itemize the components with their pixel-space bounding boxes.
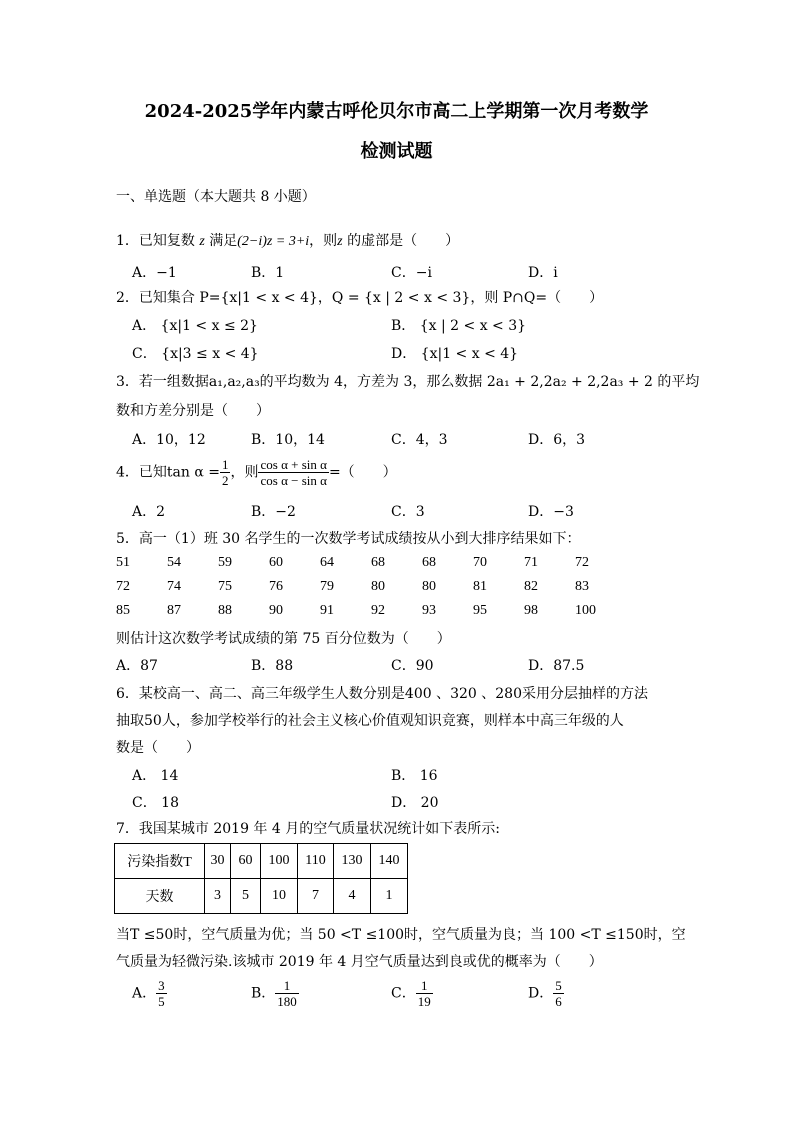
score-cell: 98 [524,603,538,618]
score-cell: 68 [422,555,436,570]
q7-option-c-fraction [416,978,433,1009]
q4-text-prefix: 4．已知tan α = [116,464,220,481]
score-cell: 92 [371,603,385,618]
score-cell: 93 [422,603,436,618]
q4-option-a: A．2 [132,504,166,520]
q7-option-b [251,978,299,1009]
table-cell: 130 [334,844,371,879]
score-cell: 87 [167,603,181,618]
table-cell: 3 [205,879,231,914]
question-6-line2: 抽取50人，参加学校举行的社会主义核心价值观知识竞赛，则样本中高三年级的人 [116,713,624,729]
q3-option-c: C．4，3 [391,432,448,448]
score-cell: 76 [269,579,283,594]
score-cell: 83 [575,579,589,594]
table-header-label: 污染指数T [115,844,205,879]
question-3-line1: 3．若一组数据a₁,a₂,a₃的平均数为 4，方差为 3，那么数据 2a₁ + 2,2a₂ + 2,2a₃ + 2 的平均 [116,374,700,390]
score-cell: 72 [116,579,130,594]
q5-scores-row-2 [116,579,626,595]
q1-option-a: A．−1 [132,265,177,281]
question-7-line2: 当T ≤50时，空气质量为优；当 50 <T ≤100时，空气质量为良；当 100 <T ≤150时，空 [116,927,686,943]
q4-fraction-1 [220,457,231,488]
table-cell: 110 [298,844,334,879]
q4-option-c: C．3 [391,504,425,520]
table-cell: 10 [261,879,298,914]
table-cell: 100 [261,844,298,879]
q6-option-d: D． 20 [391,795,439,811]
score-cell: 95 [473,603,487,618]
table-cell: 5 [231,879,261,914]
q5-option-d: D．87.5 [528,658,585,674]
score-cell: 72 [575,555,589,570]
score-cell: 79 [320,579,334,594]
q5-option-c: C．90 [391,658,434,674]
q7-option-b-fraction [275,978,299,1009]
q4-text-mid: ，则 [230,464,259,481]
score-cell: 100 [575,603,596,618]
fraction-numerator: 1 [416,978,433,994]
question-6-line3: 数是（ ） [116,740,200,756]
question-1 [116,230,459,250]
question-2: 2．已知集合 P={x|1 < x < 4}，Q = {x | 2 < x < 3}，则 P∩Q=（ ） [116,290,604,306]
fraction-numerator: 3 [158,978,165,993]
q7-option-d-label: D． [528,985,554,1002]
q4-frac1-denominator: 2 [221,473,229,488]
table-cell: 7 [298,879,334,914]
q5-scores-row-1 [116,555,626,571]
fraction-denominator: 5 [158,994,165,1009]
score-cell: 68 [371,555,385,570]
table-cell: 140 [371,844,408,879]
q1-text-prefix: 1．已知复数 [116,233,200,249]
q7-option-b-label: B． [251,985,276,1002]
score-cell: 70 [473,555,487,570]
question-3-line2: 数和方差分别是（ ） [116,403,270,419]
score-cell: 88 [218,603,232,618]
fraction-denominator: 19 [417,994,431,1009]
q7-option-a-label: A． [132,985,157,1002]
q1-option-d: D．i [528,265,558,281]
table-cell: 1 [371,879,408,914]
section-heading: 一、单选题（本大题共 8 小题） [116,189,316,205]
table-row-label: 天数 [115,879,205,914]
table-row [115,844,408,879]
q4-fraction-2 [258,457,328,488]
q5-option-b: B．88 [251,658,294,674]
score-cell: 80 [422,579,436,594]
q2-option-c: C． {x|3 ≤ x < 4} [132,346,259,362]
q1-var-z2: z [337,234,343,249]
document-title-line2: 检测试题 [360,141,433,162]
score-cell: 54 [167,555,181,570]
q6-option-b: B． 16 [391,768,438,784]
score-cell: 51 [116,555,130,570]
q7-option-a [132,978,167,1009]
document-title-line1: 2024-2025学年内蒙古呼伦贝尔市高二上学期第一次月考数学 [144,101,649,122]
q2-option-b: B． {x | 2 < x < 3} [391,318,527,334]
q7-option-a-fraction [156,978,167,1009]
air-quality-table [114,843,408,914]
q1-text-end: 的虚部是（ ） [342,233,460,249]
q1-text-mid: 满足 [204,233,238,249]
q7-option-c-label: C． [391,985,416,1002]
score-cell: 91 [320,603,334,618]
q4-option-d: D．−3 [528,504,574,520]
q7-option-d [528,978,564,1009]
score-cell: 71 [524,555,538,570]
q1-text-suffix: ，则 [309,233,338,249]
q1-expression: (2−i)z = 3+i [237,234,310,249]
q4-frac2-denominator: cos α − sin α [260,473,327,488]
question-7-line3: 气质量为轻微污染.该城市 2019 年 4 月空气质量达到良或优的概率为（ ） [116,954,603,970]
q3-option-b: B．10，14 [251,432,325,448]
table-cell: 30 [205,844,231,879]
q2-option-d: D． {x|1 < x < 4} [391,346,519,362]
question-6-line1: 6．某校高一、高二、高三年级学生人数分别是400 、320 、280采用分层抽样的方法 [116,686,648,702]
q5-option-a: A．87 [116,658,158,674]
q4-text-suffix: =（ ） [328,464,397,481]
score-cell: 74 [167,579,181,594]
score-cell: 59 [218,555,232,570]
score-cell: 81 [473,579,487,594]
q4-frac1-numerator: 1 [221,457,229,472]
score-cell: 82 [524,579,538,594]
q2-option-a: A． {x|1 < x ≤ 2} [132,318,258,334]
q5-scores-row-3 [116,603,626,619]
q3-option-d: D．6，3 [528,432,586,448]
score-cell: 60 [269,555,283,570]
score-cell: 64 [320,555,334,570]
score-cell: 75 [218,579,232,594]
q1-option-b: B．1 [251,265,285,281]
fraction-numerator: 5 [555,978,562,993]
q1-var-z: z [199,234,205,249]
q4-frac2-numerator: cos α + sin α [260,457,327,472]
table-cell: 60 [231,844,261,879]
question-4 [116,457,397,488]
table-row [115,879,408,914]
fraction-numerator: 1 [275,978,299,994]
question-5-line2: 则估计这次数学考试成绩的第 75 百分位数为（ ） [116,631,451,647]
score-cell: 90 [269,603,283,618]
q1-option-c: C．−i [391,265,432,281]
q6-option-c: C． 18 [132,795,179,811]
fraction-denominator: 6 [555,994,562,1009]
question-5-line1: 5．高一（1）班 30 名学生的一次数学考试成绩按从小到大排序结果如下： [116,531,581,547]
q3-option-a: A．10，12 [132,432,206,448]
score-cell: 85 [116,603,130,618]
question-7-line1: 7．我国某城市 2019 年 4 月的空气质量状况统计如下表所示: [116,821,500,837]
score-cell: 80 [371,579,385,594]
q7-option-d-fraction [553,978,564,1009]
q7-option-c [391,978,433,1009]
table-cell: 4 [334,879,371,914]
q4-option-b: B．−2 [251,504,296,520]
fraction-denominator: 180 [277,994,297,1009]
q6-option-a: A． 14 [132,768,179,784]
